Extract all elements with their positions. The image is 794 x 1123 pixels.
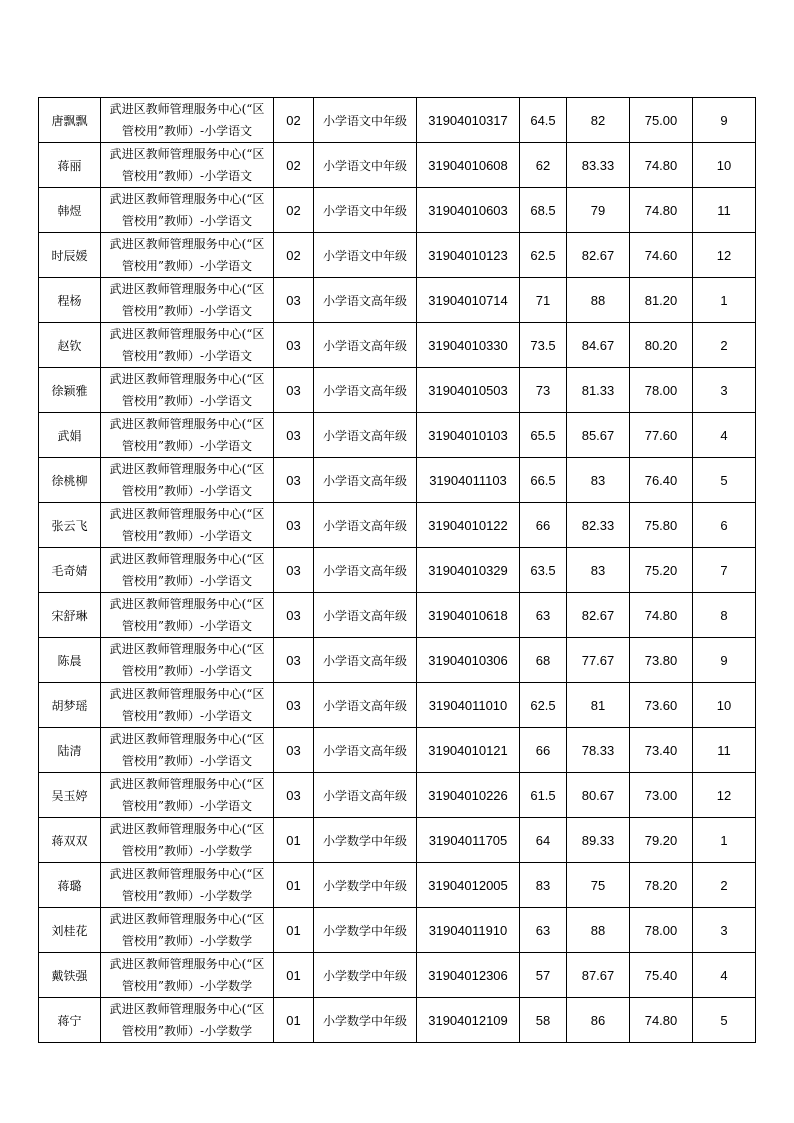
total-score-cell: 74.80	[630, 998, 693, 1043]
position-code-cell: 01	[274, 953, 314, 998]
candidate-name-cell: 赵钦	[39, 323, 101, 368]
written-score-cell: 83	[520, 863, 567, 908]
position-code-cell: 01	[274, 998, 314, 1043]
table-row	[39, 143, 756, 188]
interview-score-cell: 89.33	[567, 818, 630, 863]
table-row	[39, 728, 756, 773]
position-name-cell: 小学语文高年级	[314, 323, 417, 368]
written-score-cell: 57	[520, 953, 567, 998]
candidate-name-cell: 刘桂花	[39, 908, 101, 953]
total-score-cell: 81.20	[630, 278, 693, 323]
exam-id-cell: 31904010306	[417, 638, 520, 683]
table-row	[39, 773, 756, 818]
candidate-name-cell: 蒋宁	[39, 998, 101, 1043]
position-name-cell: 小学语文高年级	[314, 593, 417, 638]
interview-score-cell: 88	[567, 908, 630, 953]
total-score-cell: 75.40	[630, 953, 693, 998]
exam-id-cell: 31904011010	[417, 683, 520, 728]
rank-cell: 1	[693, 278, 756, 323]
interview-score-cell: 79	[567, 188, 630, 233]
interview-score-cell: 82.67	[567, 593, 630, 638]
table-row	[39, 503, 756, 548]
total-score-cell: 74.60	[630, 233, 693, 278]
position-code-cell: 03	[274, 278, 314, 323]
table-row	[39, 818, 756, 863]
employer-unit-cell: 武进区教师管理服务中心(“区 管校用”教师）-小学数学	[101, 818, 274, 863]
employer-unit-cell: 武进区教师管理服务中心(“区 管校用”教师）-小学数学	[101, 908, 274, 953]
exam-id-cell: 31904012109	[417, 998, 520, 1043]
position-code-cell: 01	[274, 908, 314, 953]
interview-score-cell: 87.67	[567, 953, 630, 998]
interview-score-cell: 83.33	[567, 143, 630, 188]
rank-cell: 4	[693, 413, 756, 458]
table-row	[39, 863, 756, 908]
candidate-name-cell: 蒋璐	[39, 863, 101, 908]
position-name-cell: 小学语文高年级	[314, 548, 417, 593]
employer-unit-cell: 武进区教师管理服务中心(“区 管校用”教师）-小学数学	[101, 953, 274, 998]
candidate-name-cell: 时辰媛	[39, 233, 101, 278]
employer-unit-cell: 武进区教师管理服务中心(“区 管校用”教师）-小学语文	[101, 143, 274, 188]
position-code-cell: 03	[274, 323, 314, 368]
total-score-cell: 76.40	[630, 458, 693, 503]
employer-unit-cell: 武进区教师管理服务中心(“区 管校用”教师）-小学语文	[101, 593, 274, 638]
exam-id-cell: 31904012306	[417, 953, 520, 998]
interview-score-cell: 83	[567, 458, 630, 503]
position-name-cell: 小学语文高年级	[314, 773, 417, 818]
position-code-cell: 01	[274, 863, 314, 908]
total-score-cell: 75.20	[630, 548, 693, 593]
employer-unit-cell: 武进区教师管理服务中心(“区 管校用”教师）-小学语文	[101, 98, 274, 143]
exam-id-cell: 31904011103	[417, 458, 520, 503]
position-code-cell: 03	[274, 593, 314, 638]
employer-unit-cell: 武进区教师管理服务中心(“区 管校用”教师）-小学语文	[101, 233, 274, 278]
table-row	[39, 638, 756, 683]
interview-score-cell: 86	[567, 998, 630, 1043]
exam-id-cell: 31904010329	[417, 548, 520, 593]
rank-cell: 5	[693, 458, 756, 503]
position-code-cell: 03	[274, 503, 314, 548]
interview-score-cell: 82	[567, 98, 630, 143]
employer-unit-cell: 武进区教师管理服务中心(“区 管校用”教师）-小学数学	[101, 863, 274, 908]
rank-cell: 9	[693, 98, 756, 143]
written-score-cell: 73.5	[520, 323, 567, 368]
exam-id-cell: 31904011705	[417, 818, 520, 863]
total-score-cell: 78.00	[630, 908, 693, 953]
position-code-cell: 03	[274, 368, 314, 413]
candidate-name-cell: 戴铁强	[39, 953, 101, 998]
written-score-cell: 62.5	[520, 683, 567, 728]
position-name-cell: 小学语文高年级	[314, 278, 417, 323]
candidate-name-cell: 蒋丽	[39, 143, 101, 188]
written-score-cell: 63	[520, 593, 567, 638]
position-name-cell: 小学语文高年级	[314, 683, 417, 728]
interview-score-cell: 82.67	[567, 233, 630, 278]
table-row	[39, 458, 756, 503]
employer-unit-cell: 武进区教师管理服务中心(“区 管校用”教师）-小学语文	[101, 638, 274, 683]
employer-unit-cell: 武进区教师管理服务中心(“区 管校用”教师）-小学语文	[101, 368, 274, 413]
position-code-cell: 02	[274, 233, 314, 278]
total-score-cell: 80.20	[630, 323, 693, 368]
employer-unit-cell: 武进区教师管理服务中心(“区 管校用”教师）-小学数学	[101, 998, 274, 1043]
written-score-cell: 65.5	[520, 413, 567, 458]
rank-cell: 9	[693, 638, 756, 683]
table-row	[39, 188, 756, 233]
position-name-cell: 小学语文中年级	[314, 233, 417, 278]
position-name-cell: 小学数学中年级	[314, 863, 417, 908]
exam-id-cell: 31904010121	[417, 728, 520, 773]
position-name-cell: 小学语文高年级	[314, 638, 417, 683]
written-score-cell: 68.5	[520, 188, 567, 233]
position-name-cell: 小学语文高年级	[314, 728, 417, 773]
table-row	[39, 953, 756, 998]
candidate-name-cell: 唐飘飘	[39, 98, 101, 143]
interview-score-cell: 88	[567, 278, 630, 323]
employer-unit-cell: 武进区教师管理服务中心(“区 管校用”教师）-小学语文	[101, 503, 274, 548]
interview-score-cell: 80.67	[567, 773, 630, 818]
written-score-cell: 71	[520, 278, 567, 323]
employer-unit-cell: 武进区教师管理服务中心(“区 管校用”教师）-小学语文	[101, 188, 274, 233]
position-code-cell: 02	[274, 188, 314, 233]
total-score-cell: 75.00	[630, 98, 693, 143]
total-score-cell: 74.80	[630, 188, 693, 233]
rank-cell: 12	[693, 773, 756, 818]
position-name-cell: 小学语文中年级	[314, 98, 417, 143]
exam-id-cell: 31904010103	[417, 413, 520, 458]
written-score-cell: 64.5	[520, 98, 567, 143]
candidate-name-cell: 徐桃柳	[39, 458, 101, 503]
candidate-name-cell: 韩煜	[39, 188, 101, 233]
interview-score-cell: 81.33	[567, 368, 630, 413]
written-score-cell: 63.5	[520, 548, 567, 593]
exam-id-cell: 31904010330	[417, 323, 520, 368]
interview-score-cell: 81	[567, 683, 630, 728]
score-table-sheet	[38, 97, 756, 1043]
position-code-cell: 02	[274, 98, 314, 143]
interview-score-cell: 85.67	[567, 413, 630, 458]
exam-id-cell: 31904010122	[417, 503, 520, 548]
employer-unit-cell: 武进区教师管理服务中心(“区 管校用”教师）-小学语文	[101, 413, 274, 458]
exam-id-cell: 31904010317	[417, 98, 520, 143]
table-row	[39, 368, 756, 413]
total-score-cell: 75.80	[630, 503, 693, 548]
score-table	[38, 97, 756, 1043]
position-code-cell: 03	[274, 458, 314, 503]
employer-unit-cell: 武进区教师管理服务中心(“区 管校用”教师）-小学语文	[101, 683, 274, 728]
position-name-cell: 小学数学中年级	[314, 953, 417, 998]
written-score-cell: 63	[520, 908, 567, 953]
exam-id-cell: 31904011910	[417, 908, 520, 953]
rank-cell: 10	[693, 683, 756, 728]
table-row	[39, 593, 756, 638]
candidate-name-cell: 徐颖雅	[39, 368, 101, 413]
total-score-cell: 78.20	[630, 863, 693, 908]
written-score-cell: 68	[520, 638, 567, 683]
rank-cell: 6	[693, 503, 756, 548]
position-code-cell: 03	[274, 413, 314, 458]
written-score-cell: 64	[520, 818, 567, 863]
position-code-cell: 03	[274, 773, 314, 818]
table-row	[39, 278, 756, 323]
position-name-cell: 小学数学中年级	[314, 818, 417, 863]
written-score-cell: 62.5	[520, 233, 567, 278]
employer-unit-cell: 武进区教师管理服务中心(“区 管校用”教师）-小学语文	[101, 548, 274, 593]
rank-cell: 11	[693, 728, 756, 773]
rank-cell: 5	[693, 998, 756, 1043]
total-score-cell: 74.80	[630, 593, 693, 638]
total-score-cell: 79.20	[630, 818, 693, 863]
candidate-name-cell: 武娟	[39, 413, 101, 458]
total-score-cell: 73.00	[630, 773, 693, 818]
table-row	[39, 233, 756, 278]
position-name-cell: 小学语文中年级	[314, 143, 417, 188]
total-score-cell: 74.80	[630, 143, 693, 188]
table-row	[39, 908, 756, 953]
candidate-name-cell: 陈晨	[39, 638, 101, 683]
total-score-cell: 77.60	[630, 413, 693, 458]
total-score-cell: 73.40	[630, 728, 693, 773]
rank-cell: 10	[693, 143, 756, 188]
employer-unit-cell: 武进区教师管理服务中心(“区 管校用”教师）-小学语文	[101, 323, 274, 368]
rank-cell: 7	[693, 548, 756, 593]
table-row	[39, 98, 756, 143]
rank-cell: 3	[693, 908, 756, 953]
rank-cell: 3	[693, 368, 756, 413]
table-body	[39, 98, 756, 1043]
written-score-cell: 62	[520, 143, 567, 188]
rank-cell: 8	[693, 593, 756, 638]
position-code-cell: 03	[274, 683, 314, 728]
rank-cell: 4	[693, 953, 756, 998]
exam-id-cell: 31904012005	[417, 863, 520, 908]
written-score-cell: 58	[520, 998, 567, 1043]
position-name-cell: 小学语文高年级	[314, 458, 417, 503]
rank-cell: 2	[693, 323, 756, 368]
total-score-cell: 78.00	[630, 368, 693, 413]
written-score-cell: 66	[520, 503, 567, 548]
rank-cell: 2	[693, 863, 756, 908]
written-score-cell: 66	[520, 728, 567, 773]
position-name-cell: 小学语文高年级	[314, 368, 417, 413]
rank-cell: 11	[693, 188, 756, 233]
position-code-cell: 03	[274, 548, 314, 593]
candidate-name-cell: 宋舒琳	[39, 593, 101, 638]
interview-score-cell: 84.67	[567, 323, 630, 368]
exam-id-cell: 31904010714	[417, 278, 520, 323]
interview-score-cell: 83	[567, 548, 630, 593]
exam-id-cell: 31904010503	[417, 368, 520, 413]
written-score-cell: 66.5	[520, 458, 567, 503]
candidate-name-cell: 吴玉婷	[39, 773, 101, 818]
exam-id-cell: 31904010226	[417, 773, 520, 818]
interview-score-cell: 75	[567, 863, 630, 908]
rank-cell: 1	[693, 818, 756, 863]
table-row	[39, 683, 756, 728]
exam-id-cell: 31904010608	[417, 143, 520, 188]
candidate-name-cell: 蒋双双	[39, 818, 101, 863]
exam-id-cell: 31904010618	[417, 593, 520, 638]
interview-score-cell: 78.33	[567, 728, 630, 773]
position-code-cell: 03	[274, 638, 314, 683]
candidate-name-cell: 毛奇婧	[39, 548, 101, 593]
position-code-cell: 02	[274, 143, 314, 188]
position-code-cell: 03	[274, 728, 314, 773]
total-score-cell: 73.80	[630, 638, 693, 683]
employer-unit-cell: 武进区教师管理服务中心(“区 管校用”教师）-小学语文	[101, 773, 274, 818]
interview-score-cell: 82.33	[567, 503, 630, 548]
candidate-name-cell: 程杨	[39, 278, 101, 323]
exam-id-cell: 31904010123	[417, 233, 520, 278]
employer-unit-cell: 武进区教师管理服务中心(“区 管校用”教师）-小学语文	[101, 278, 274, 323]
candidate-name-cell: 陆清	[39, 728, 101, 773]
position-code-cell: 01	[274, 818, 314, 863]
employer-unit-cell: 武进区教师管理服务中心(“区 管校用”教师）-小学语文	[101, 458, 274, 503]
written-score-cell: 73	[520, 368, 567, 413]
employer-unit-cell: 武进区教师管理服务中心(“区 管校用”教师）-小学语文	[101, 728, 274, 773]
position-name-cell: 小学语文中年级	[314, 188, 417, 233]
position-name-cell: 小学数学中年级	[314, 908, 417, 953]
table-row	[39, 323, 756, 368]
position-name-cell: 小学语文高年级	[314, 413, 417, 458]
position-name-cell: 小学语文高年级	[314, 503, 417, 548]
candidate-name-cell: 胡梦瑶	[39, 683, 101, 728]
exam-id-cell: 31904010603	[417, 188, 520, 233]
interview-score-cell: 77.67	[567, 638, 630, 683]
written-score-cell: 61.5	[520, 773, 567, 818]
candidate-name-cell: 张云飞	[39, 503, 101, 548]
rank-cell: 12	[693, 233, 756, 278]
table-row	[39, 998, 756, 1043]
table-row	[39, 413, 756, 458]
position-name-cell: 小学数学中年级	[314, 998, 417, 1043]
total-score-cell: 73.60	[630, 683, 693, 728]
table-row	[39, 548, 756, 593]
